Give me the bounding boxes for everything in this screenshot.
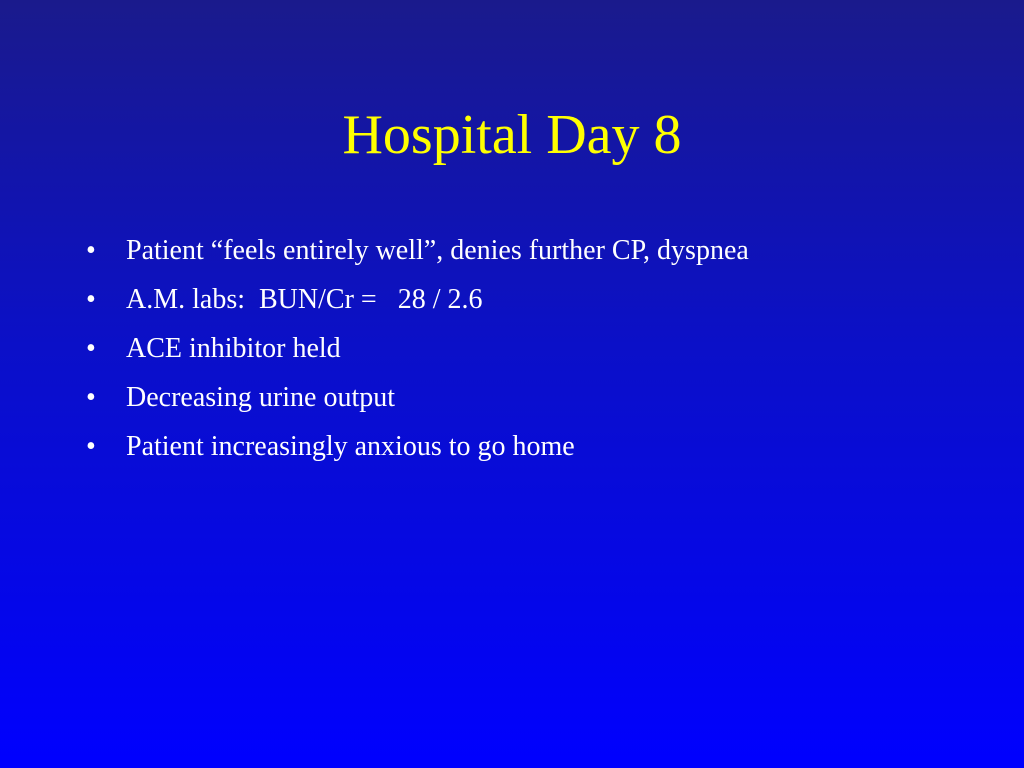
bullet-icon: • (86, 235, 96, 266)
bullet-icon: • (86, 382, 96, 413)
bullet-list (86, 226, 749, 471)
bullet-item (86, 324, 749, 373)
bullet-text: A.M. labs: BUN/Cr = 28 / 2.6 (126, 284, 483, 315)
bullet-item (86, 373, 749, 422)
bullet-icon: • (86, 333, 96, 364)
bullet-item (86, 422, 749, 471)
bullet-icon: • (86, 431, 96, 462)
bullet-icon: • (86, 284, 96, 315)
bullet-item (86, 226, 749, 275)
bullet-text: Decreasing urine output (126, 382, 396, 413)
bullet-text: ACE inhibitor held (126, 333, 341, 364)
bullet-item (86, 275, 749, 324)
slide-title: Hospital Day 8 (342, 104, 682, 166)
bullet-text: Patient “feels entirely well”, denies further CP, dyspnea (126, 235, 749, 266)
bullet-text: Patient increasingly anxious to go home (126, 431, 575, 462)
